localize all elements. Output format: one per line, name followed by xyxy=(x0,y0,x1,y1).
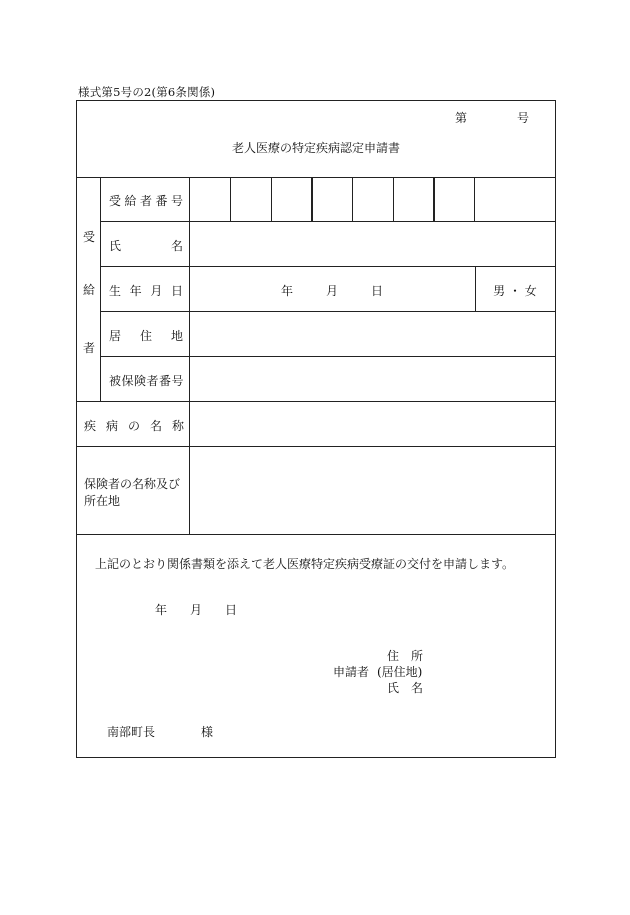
number-go-label: 号 xyxy=(517,111,530,125)
number-dai-label: 第 xyxy=(455,111,468,125)
recipient-name-label: 氏 名 xyxy=(109,239,183,253)
insurer-label-line2: 所在地 xyxy=(84,494,121,508)
applicant-label: 申請者 xyxy=(333,665,370,679)
recipient-group-char-2: 給 xyxy=(82,283,95,297)
application-form xyxy=(76,100,556,758)
addressee: 南部町長 xyxy=(107,725,156,739)
applicant-name-label: 氏 名 xyxy=(387,681,424,695)
form-label: 様式第5号の2(第6条関係) xyxy=(78,85,216,99)
birthdate-label: 生 年 月 日 xyxy=(109,284,183,298)
birthdate-field[interactable]: 年 月 日 xyxy=(281,284,383,298)
honorific: 様 xyxy=(201,725,214,739)
recipient-group-char-3: 者 xyxy=(82,341,95,355)
sex-selector[interactable]: 男 ・ 女 xyxy=(493,284,537,298)
applicant-address-label: 住 所 xyxy=(387,649,424,663)
insured-number-label: 被保険者番号 xyxy=(109,374,185,388)
application-date[interactable]: 年 月 日 xyxy=(155,603,237,617)
recipient-group-char-1: 受 xyxy=(82,230,95,244)
recipient-number-label: 受 給 者 番 号 xyxy=(109,194,183,208)
insurer-label-line1: 保険者の名称及び xyxy=(84,477,181,491)
applicant-residence-label: (居住地) xyxy=(377,665,423,679)
declaration-text: 上記のとおり関係書類を添えて老人医療特定疾病受療証の交付を申請します。 xyxy=(95,557,515,571)
recipient-address-label: 居 住 地 xyxy=(109,329,183,343)
disease-name-label: 疾 病 の 名 称 xyxy=(84,419,184,433)
form-title: 老人医療の特定疾病認定申請書 xyxy=(231,141,400,155)
